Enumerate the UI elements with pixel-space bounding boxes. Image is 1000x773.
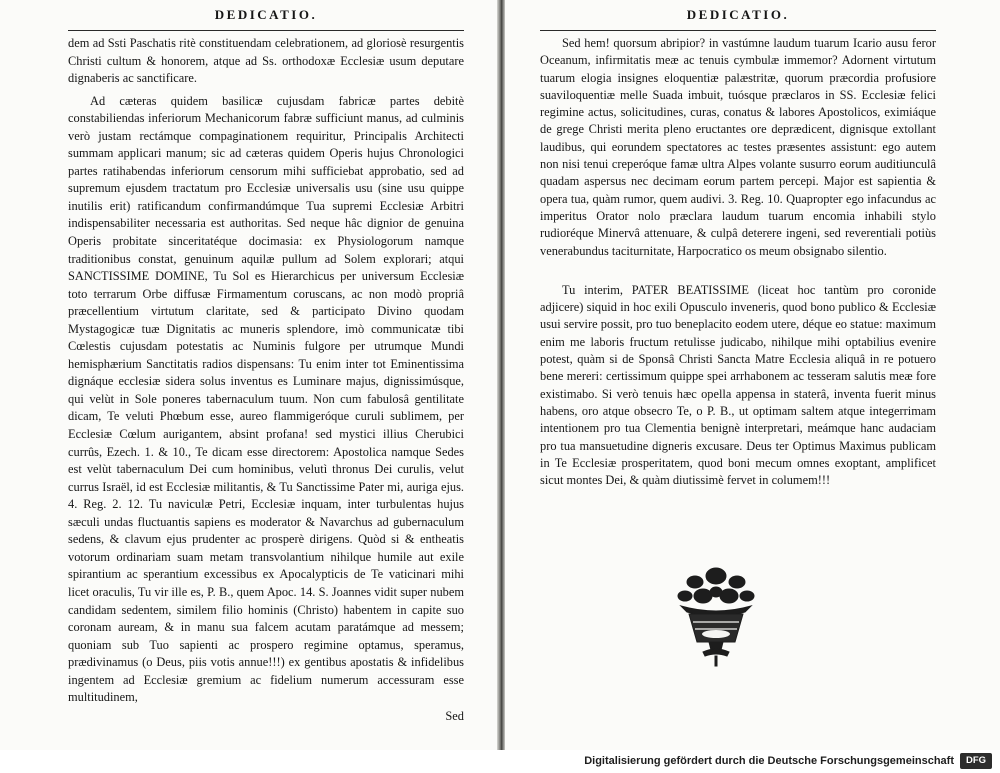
right-page [540, 0, 936, 489]
dfg-logo: DFG [960, 753, 992, 769]
left-running-head: DEDICATIO. [68, 0, 464, 31]
left-catchword: Sed [445, 708, 464, 723]
left-body-text [68, 35, 464, 707]
right-paragraph-2: Tu interim, PATER BEATISSIME (liceat hoc tantùm pro coronide adjicere) siquid in hoc exili Opusculo inveneris, quod bono publico & Ecclesiæ usui servire possit, pro tuo beneplacito eodem utere, déque eo statue: maximum enim me laboris fructum retulisse judicabo, nihilque mihi optabilius evenire potest, quàm si de Sponsâ Christi Sancta Matre Ecclesia aliquâ in re potuero bene mereri: certissimum quippe spei arrhabonem ac tesseram salutis meæ fore existimabo. Si verò tenuis hæc opella appensa in staterâ, inventa fuerit minus habens, oro atque obsecro Te, o P. B., ut optimam saltem atque integerrimam intentionem pro tua Clementia benignè interpretari, meámque hanc audaciam pro tua mansuetudine digneris excusare. Deus ter Optimus Maximus publicam in Te Ecclesiæ prosperitatem, quod boni mecum omnes exoptant, amplificet sicut montes Dei, & quàm diutissimè fervet in columem!!! [540, 282, 936, 488]
flower-basket-vignette-icon [673, 566, 759, 670]
right-body-text [540, 35, 936, 489]
right-running-head: DEDICATIO. [540, 0, 936, 31]
left-paragraph-2: Ad cæteras quidem basilicæ cujusdam fabricæ partes debitè constabiliendas inferiorum Mechanicorum fabræ sufficiunt manus, ad culminis verò justam rectámque compaginationem requiritur, Principalis Architecti summam applicari manum; sic ad cæteras quidem Operis hujus Chronologici partes ratihabendas inferiorum censorum mihi sufficiebat approbatio, sed ad supremum ejusdem tractatum pro Ecclesiæ universalis usu (sine usu quippe inutilis erit) ratificandum confirmandúmque Tua supremi Ecclesiæ Arbitri indispensabiliter necessaria est authoritas. Sed neque hâc dignior de genuina Operis probitate sinceritatéque docimasia: ex Physiologorum namque traditionibus constat, genuinum aquilæ pullum ad Solem explorari; atqui SANCTISSIME DOMINE, Tu Sol es Hierarchicus per universum Ecclesiæ toto terrarum Orbe diffusæ Firmamentum coruscans, ac non modò propriâ præcellentium virtutum claritate, sed & participato Divino quodam Mystagogicæ tuæ Dignitatis ac muneris splendore, imò communicatæ tibi Cœlestis cujusdam potestatis ac Numinis fulgore per utrumque Mundi hemisphærium Sanctitatis radios dispensans: Tu enim inter tot Eminentissima dignáque ecclesiæ sidera solus inventus es Luminare majus, dignissimúsque, qui velùt in Sole poneres tabernaculum tuum. Non cum fabulosâ gentilitate dicam, Te veluti Phœbum esse, aureo flammigeróque curuli sublimem, per Ecclesiæ Cœlum aurigantem, absint profana! sed mystici illius Cherubici currûs, Ezech. 1. & 10., Te dicam esse directorem: Apostolica namque Sedes est velùt tabernaculum Dei cum hominibus, velutì thronus Dei curulis, velut currus Israël, id est Ecclesiæ militantis, & Tu Sanctissime Pater mi, auriga ejus. 4. Reg. 2. 12. Tu naviculæ Petri, Ecclesiæ inquam, inter turbulentas hujus sæculi undas fluctuantis sapiens es moderator & Navarchus ad gubernaculum sedens, & clavum ejus prudenter ac prosperè dirigens. Quòd si & entheatis votorum ordinariam suam metam transvolantium nihilque humile aut exile spirantium ac sperantium excessibus ex Apocalypticis de Te vaticinari mihi licet oraculis, Tu vir ille es, P. B., quem Apoc. 14. S. Joannes vidit super nubem candidam sedentem, similem filio hominis (Christo) habentem in capite suo coronam auream, & in manu sua falcem acutam paratámque ad messem; quoniam sub Tuo sapienti ac prospero regimine optamus, speramus, prædivinamus (o Deus, piis votis annue!!!) ex gentibus apostatis & infidelibus ingentem ad Ecclesiæ gremium ac fidelium numerum accessuram esse multitudinem, [68, 93, 464, 705]
book-gutter [497, 0, 505, 750]
right-paragraph-1: Sed hem! quorsum abripior? in vastúmne laudum tuarum Icario ausu feror Oceanum, infirmitatis meæ ac tenuis cymbulæ immemor? Adornent virtutum tuarum elogia insignes eloquentiæ palæstritæ, quorum præcordia profusiore suaviloquentiæ melle Suada imbuit, tuósque præclaros in SS. Ecclesiæ felici regimine actus, solicitudines, curas, conatus & labores Apostolicos, eximiáque de grege Christi merita pleno eructantes ore deprædicent, dignisque extollant laudibus, qui eorundem spectatores ac testes præsentes assistunt: ego autem non nisi tenui creperóque famæ ultra Alpes volante susurro eorum auditiunculâ quadam aspersus nec decimam eorum partem percepi. Major est sapientia & opera tua, quàm rumor, quem audivi. 3. Reg. 10. Quapropter ego infacundus ac imperitus Orator nolo præclara laudum tuarum encomia inhabili stylo rudioréque Minervâ attenuare, & culpâ deterere ingeni, sed reverentiali potiùs venerabundus taciturnitate, Harpocratico os meum obsignabo silentio. [540, 36, 936, 258]
funding-note: Digitalisierung gefördert durch die Deutsche Forschungsgemeinschaft [584, 755, 954, 767]
left-page [68, 0, 464, 724]
left-paragraph-1: dem ad Ssti Paschatis ritè constituendam celebrationem, ad gloriosè resurgentis Christi cultum & honorem, atque ad Ss. orthodoxæ Ecclesiæ usum deputare dignaberis ac sanctificare. [68, 36, 464, 86]
